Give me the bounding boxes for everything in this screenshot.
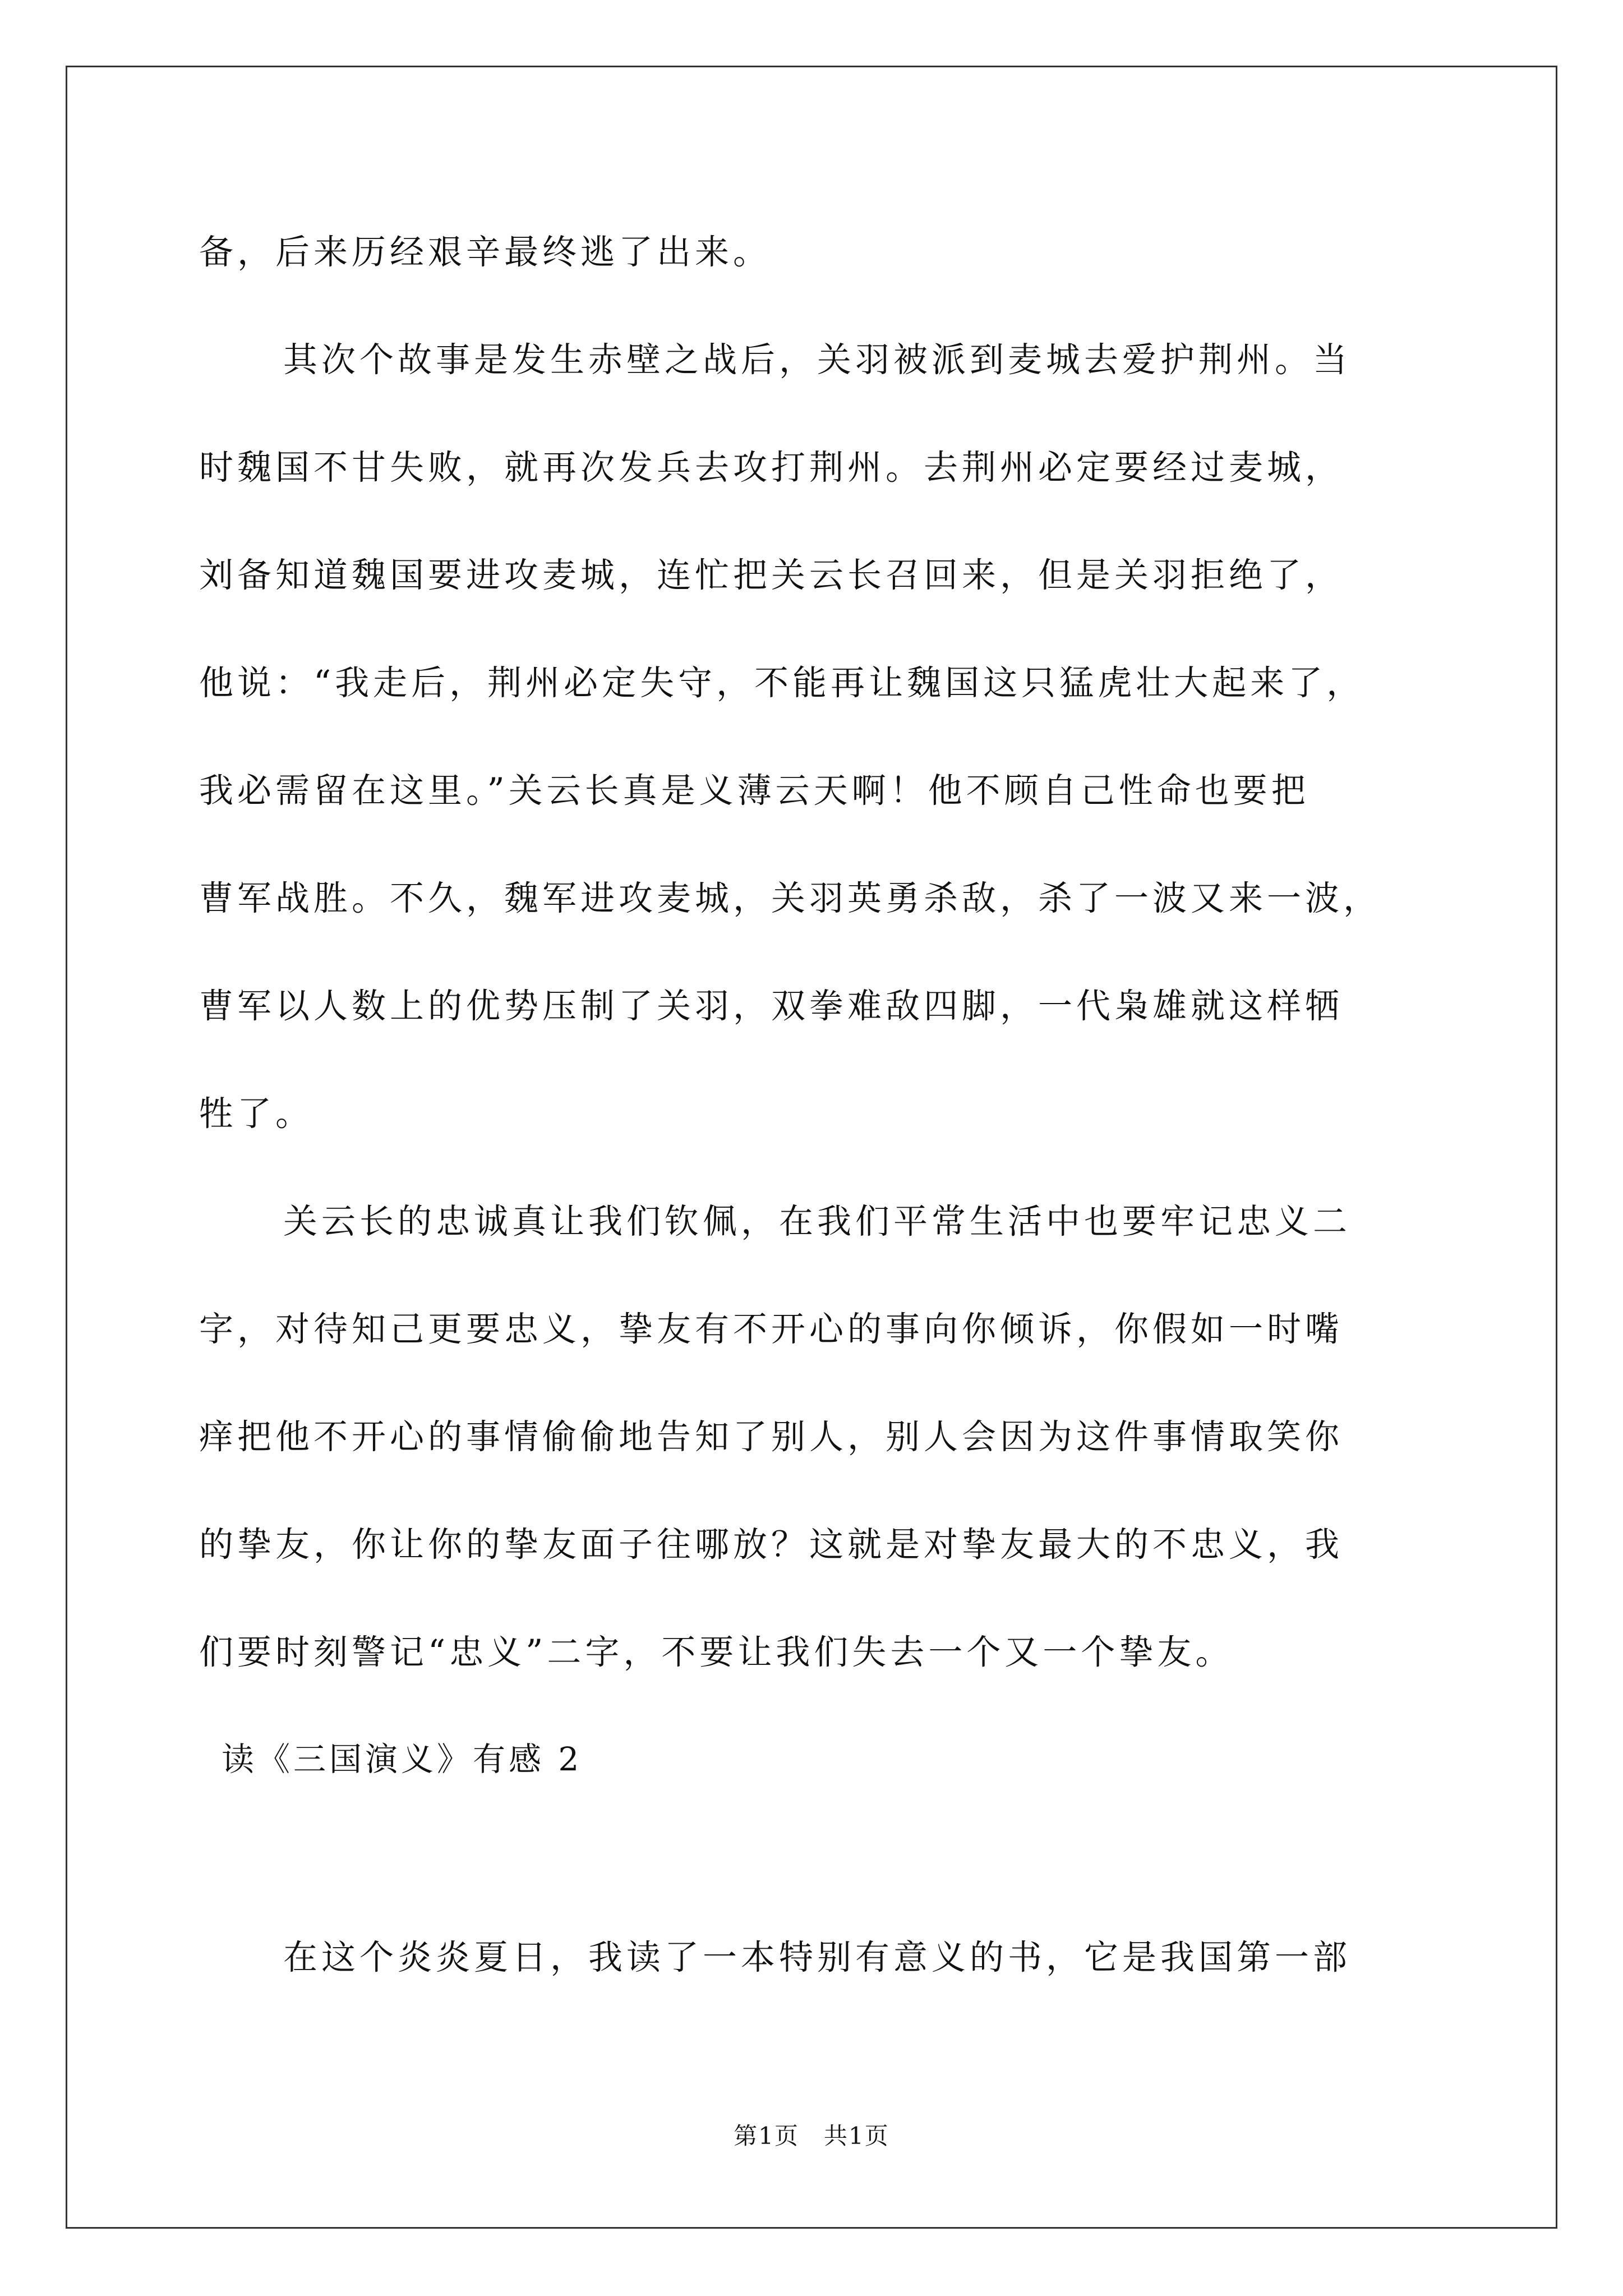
section-heading: 读《三国演义》有感 2 xyxy=(222,1740,583,1778)
text-line: 曹军以人数上的优势压制了关羽，双拳难敌四脚，一代枭雄就这样牺 xyxy=(199,986,1344,1026)
text-line: 在这个炎炎夏日，我读了一本特别有意义的书，它是我国第一部 xyxy=(283,1938,1352,1977)
text-line: 关云长的忠诚真让我们钦佩，在我们平常生活中也要牢记忠义二 xyxy=(283,1202,1352,1241)
text-line: 其次个故事是发生赤壁之战后，关羽被派到麦城去爱护荆州。当 xyxy=(283,340,1352,380)
text-line: 我必需留在这里。”关云长真是义薄云天啊！他不顾自己性命也要把 xyxy=(199,771,1310,811)
text-line: 痒把他不开心的事情偷偷地告知了别人，别人会因为这件事情取笑你 xyxy=(199,1417,1344,1457)
page-footer: 第1页 共1页 xyxy=(734,2122,889,2150)
page-border xyxy=(66,66,1557,2229)
text-line: 曹军战胜。不久，魏军进攻麦城，关羽英勇杀敌，杀了一波又来一波， xyxy=(199,878,1382,918)
text-line: 们要时刻警记“忠义”二字，不要让我们失去一个又一个挚友。 xyxy=(199,1632,1234,1672)
text-line: 备，后来历经艰辛最终逃了出来。 xyxy=(199,232,772,272)
text-line: 牲了。 xyxy=(199,1094,314,1134)
text-line: 的挚友，你让你的挚友面子往哪放？这就是对挚友最大的不忠义，我 xyxy=(199,1525,1344,1565)
text-line: 刘备知道魏国要进攻麦城，连忙把关云长召回来，但是关羽拒绝了， xyxy=(199,555,1344,595)
text-line: 字，对待知己更要忠义，挚友有不开心的事向你倾诉，你假如一时嘴 xyxy=(199,1309,1344,1349)
text-line: 时魏国不甘失败，就再次发兵去攻打荆州。去荆州必定要经过麦城， xyxy=(199,448,1344,487)
text-line: 他说：“我走后，荆州必定失守，不能再让魏国这只猛虎壮大起来了， xyxy=(199,663,1365,703)
